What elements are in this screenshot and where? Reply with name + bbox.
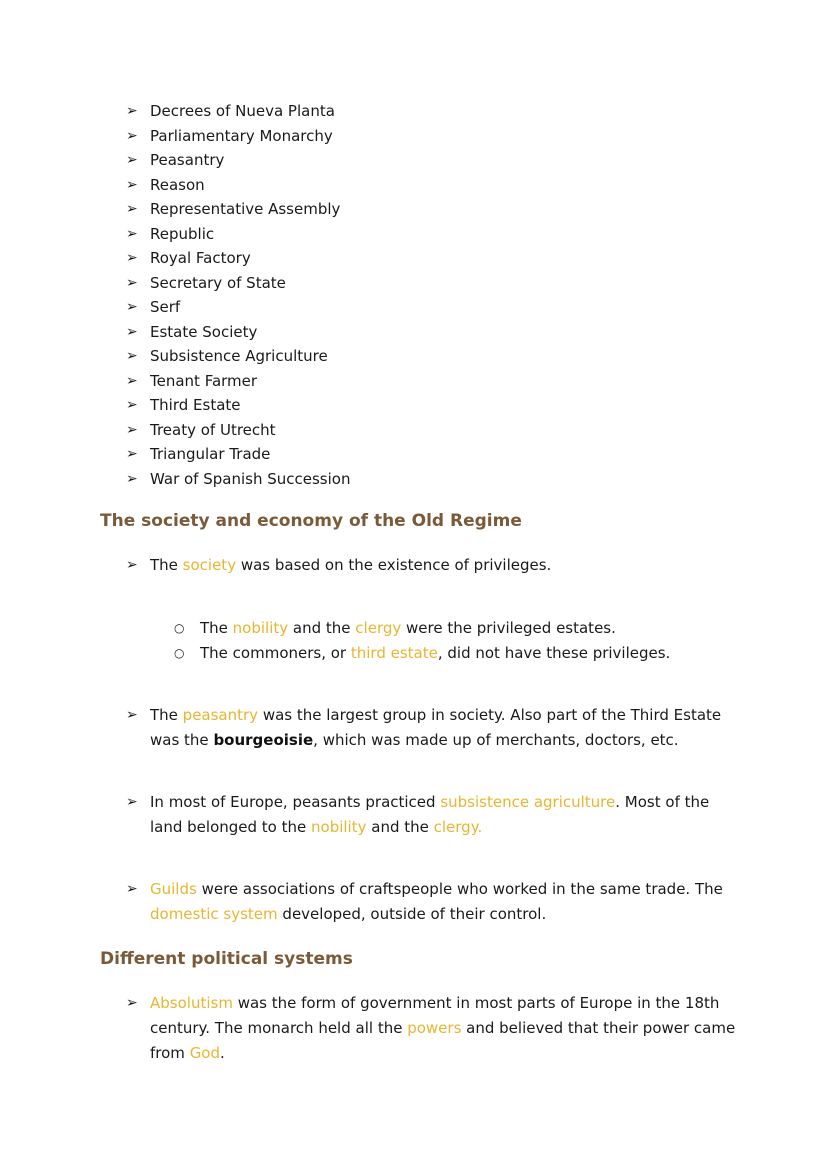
paragraph-absolutism: ➢ Absolutism was the form of government in most parts of Europe in the 18th century. The monarch held all the powers and believed that their power came from God. <box>126 991 736 1066</box>
list-item: ○ The commoners, or third estate, did not have these privileges. <box>174 641 734 666</box>
list-item <box>126 369 350 394</box>
glossary-term: Representative Assembly <box>150 200 341 218</box>
arrow-bullet-icon: ➢ <box>126 323 138 340</box>
arrow-bullet-icon: ➢ <box>126 348 138 364</box>
circle-bullet-icon: ○ <box>174 645 185 660</box>
arrow-bullet-icon: ➢ <box>126 274 138 291</box>
glossary-term: Decrees of Nueva Planta <box>150 102 335 120</box>
list-item <box>126 320 350 345</box>
arrow-bullet-icon: ➢ <box>126 446 138 462</box>
highlight-term: clergy <box>355 619 402 637</box>
list-item <box>126 173 350 198</box>
glossary-term: War of Spanish Succession <box>150 469 351 488</box>
glossary-term: Parliamentary Monarchy <box>150 126 333 145</box>
list-item <box>126 124 350 149</box>
paragraph-peasantry: ➢ The peasantry was the largest group in society. Also part of the Third Estate was the bourgeoisie, which was made up of merchants, doctors, etc. <box>126 703 736 753</box>
list-item <box>126 246 350 271</box>
glossary-list <box>126 99 350 491</box>
list-item <box>126 99 350 124</box>
glossary-term: Republic <box>150 224 215 243</box>
highlight-term: society <box>182 556 237 574</box>
glossary-term: Secretary of State <box>150 273 286 292</box>
section-heading-society: The society and economy of the Old Regime <box>100 511 522 531</box>
arrow-bullet-icon: ➢ <box>126 225 138 242</box>
highlight-term: third estate <box>350 643 438 662</box>
list-item <box>126 197 350 222</box>
arrow-bullet-icon: ➢ <box>126 421 138 438</box>
estates-sublist <box>174 616 734 665</box>
glossary-term: Estate Society <box>150 322 258 341</box>
glossary-term: Tenant Farmer <box>150 371 258 390</box>
arrow-bullet-icon: ➢ <box>126 707 138 723</box>
arrow-bullet-icon: ➢ <box>126 299 138 315</box>
arrow-bullet-icon: ➢ <box>126 152 138 168</box>
glossary-term: Serf <box>150 298 181 316</box>
highlight-term: nobility <box>311 818 367 836</box>
highlight-term: peasantry <box>182 706 259 724</box>
list-item <box>126 271 350 296</box>
arrow-bullet-icon: ➢ <box>126 372 138 389</box>
list-item <box>126 418 350 443</box>
glossary-term: Subsistence Agriculture <box>150 347 328 365</box>
arrow-bullet-icon: ➢ <box>126 103 138 119</box>
circle-bullet-icon: ○ <box>174 621 185 635</box>
glossary-term: Peasantry <box>150 151 225 169</box>
list-item <box>126 442 350 467</box>
highlight-term: powers <box>407 1019 462 1037</box>
arrow-bullet-icon: ➢ <box>126 201 138 217</box>
paragraph-guilds: ➢ Guilds were associations of craftspeople who worked in the same trade. The domestic system developed, outside of their control. <box>126 877 736 927</box>
highlight-term: nobility <box>232 619 289 637</box>
glossary-term: Third Estate <box>150 396 241 414</box>
arrow-bullet-icon: ➢ <box>126 176 138 193</box>
arrow-bullet-icon: ➢ <box>126 250 138 266</box>
glossary-term: Triangular Trade <box>150 445 271 463</box>
arrow-bullet-icon: ➢ <box>126 127 138 144</box>
section-heading-political: Different political systems <box>100 949 353 969</box>
paragraph-society-privileges: ➢ The society was based on the existence of privileges. <box>126 553 736 578</box>
arrow-bullet-icon: ➢ <box>126 557 138 573</box>
arrow-bullet-icon: ➢ <box>126 881 138 897</box>
list-item <box>126 295 350 320</box>
highlight-term: Guilds <box>150 880 197 898</box>
highlight-term: God <box>189 1044 221 1062</box>
glossary-term: Royal Factory <box>150 249 251 267</box>
list-item <box>126 148 350 173</box>
arrow-bullet-icon: ➢ <box>126 397 138 413</box>
glossary-term: Reason <box>150 175 205 194</box>
arrow-bullet-icon: ➢ <box>126 794 138 810</box>
list-item <box>126 344 350 369</box>
highlight-term: subsistence agriculture <box>440 793 616 811</box>
list-item: ○ The nobility and the clergy were the privileged estates. <box>174 616 734 641</box>
glossary-term: Treaty of Utrecht <box>150 420 276 439</box>
highlight-term: clergy. <box>433 818 483 836</box>
list-item <box>126 222 350 247</box>
arrow-bullet-icon: ➢ <box>126 995 138 1011</box>
highlight-term: domestic system <box>150 905 278 923</box>
highlight-term: Absolutism <box>150 994 233 1012</box>
bold-term: bourgeoisie <box>213 731 314 749</box>
list-item <box>126 467 350 492</box>
list-item <box>126 393 350 418</box>
arrow-bullet-icon: ➢ <box>126 470 138 487</box>
paragraph-agriculture: ➢ In most of Europe, peasants practiced subsistence agriculture. Most of the land belonged to the nobility and the clergy. <box>126 790 736 840</box>
